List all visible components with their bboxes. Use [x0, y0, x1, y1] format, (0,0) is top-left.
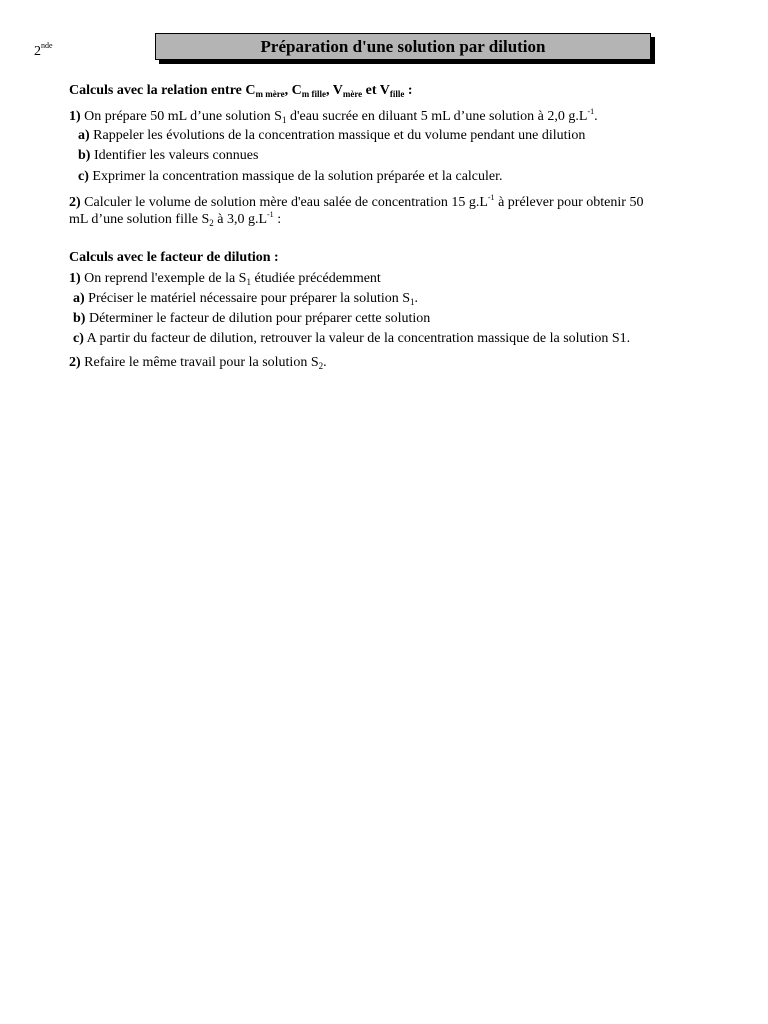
- section1-question-1: 1) On prépare 50 mL d’une solution $S_1$ d'eau sucrée en diluant 5 mL d’une solution à 2,0 $g.L^{-1}$.: [69, 107, 598, 125]
- section1-question-1c: c) Exprimer la concentration massique de la solution préparée et la calculer.: [78, 169, 503, 184]
- section1-question-2-line1: 2) Calculer le volume de solution mère d'eau salée de concentration 15 $g.L^{-1}$ à prélever pour obtenir 50: [69, 193, 644, 210]
- section1-question-1b: b) Identifier les valeurs connues: [78, 148, 259, 163]
- section1-heading: Calculs avec la relation entre $C_{m mère}$, $C_{m fille}$, $V_{mère}$ et $V_{fille}$ :: [69, 83, 413, 99]
- section2-question-2: 2) Refaire le même travail pour la solution $S_2$.: [69, 355, 327, 371]
- section1-question-1a: a) Rappeler les évolutions de la concentration massique et du volume pendant une dilution: [78, 128, 586, 143]
- class-level: 2nde: [34, 41, 53, 59]
- section2-heading: Calculs avec le facteur de dilution :: [69, 250, 279, 265]
- section2-question-1b: b) Déterminer le facteur de dilution pour préparer cette solution: [73, 311, 431, 326]
- section2-question-1: 1) On reprend l'exemple de la $S_1$ étudiée précédemment: [69, 271, 381, 287]
- section1-question-2-line2: mL d’une solution fille $S_2$ à 3,0 $g.L^{-1}$ :: [69, 210, 282, 228]
- page-title: Préparation d'une solution par dilution: [155, 33, 651, 60]
- section2-question-1c: c) A partir du facteur de dilution, retrouver la valeur de la concentration massique de la solution S1.: [73, 331, 631, 346]
- section2-question-1a: a) Préciser le matériel nécessaire pour préparer la solution $S_1$.: [73, 291, 419, 307]
